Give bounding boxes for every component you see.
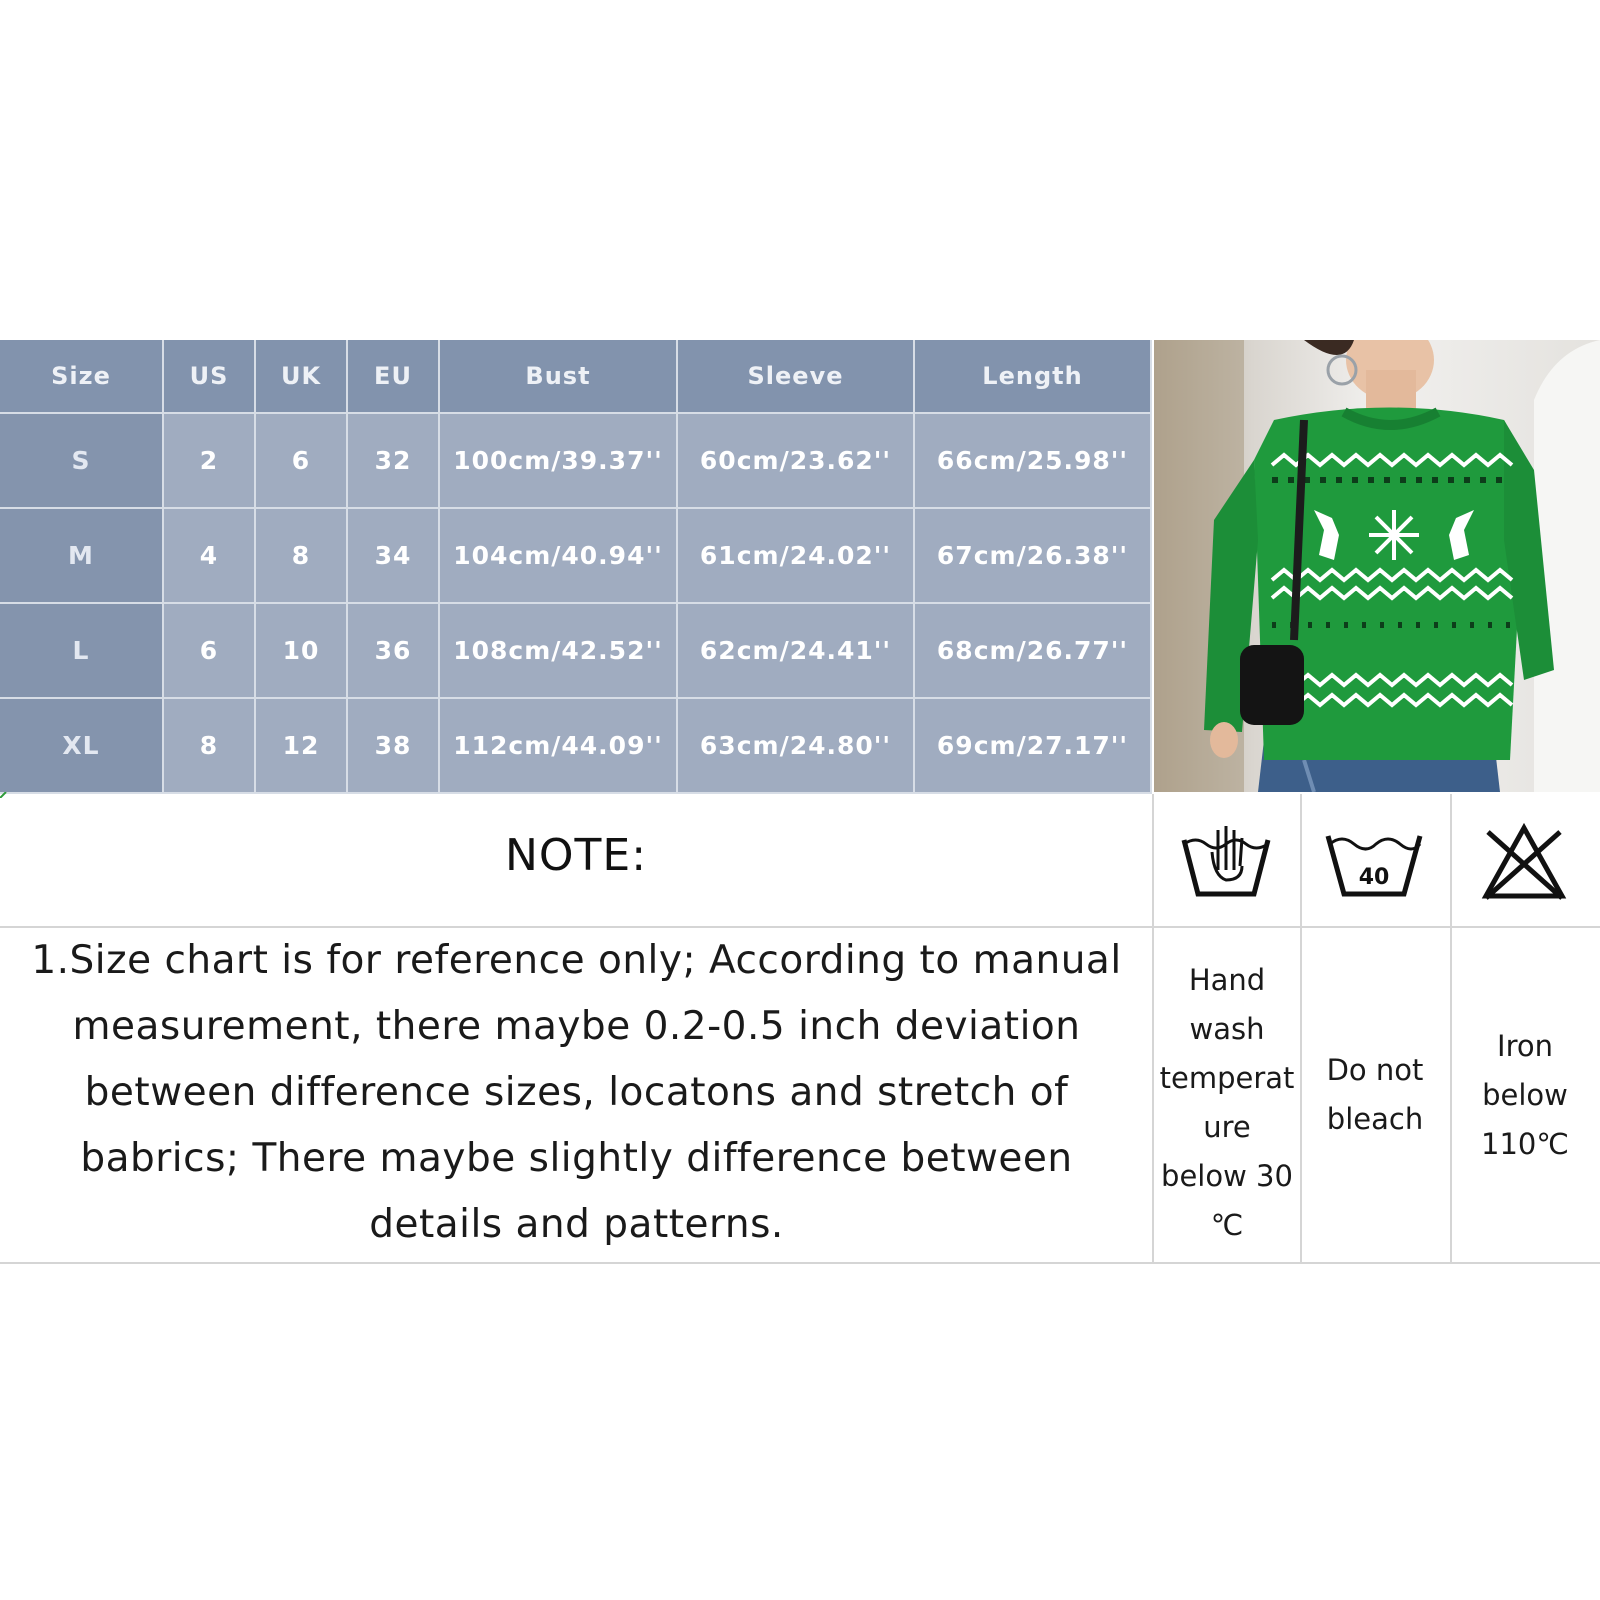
corner-mark-icon xyxy=(0,792,8,798)
table-cell: 62cm/24.41'' xyxy=(678,604,915,699)
row-size-xl: XL xyxy=(0,699,164,794)
row-size-l: L xyxy=(0,604,164,699)
row-size-s: S xyxy=(0,414,164,509)
table-cell: 8 xyxy=(164,699,256,794)
table-cell: 4 xyxy=(164,509,256,604)
sweater-model-illustration xyxy=(1154,340,1600,792)
table-cell: 100cm/39.37'' xyxy=(440,414,678,509)
table-cell: 6 xyxy=(164,604,256,699)
note-text: 1.Size chart is for reference only; According to manual measurement, there maybe 0.2-0.5 inch deviation between difference sizes, locatons and stretch of babrics; There maybe slightly difference between details and patterns. xyxy=(31,938,1122,1247)
divider xyxy=(1300,794,1302,1264)
table-cell: 68cm/26.77'' xyxy=(915,604,1152,699)
header-uk: UK xyxy=(256,340,348,414)
table-cell: 66cm/25.98'' xyxy=(915,414,1152,509)
table-cell: 67cm/26.38'' xyxy=(915,509,1152,604)
wash-temp-label: 40 xyxy=(1358,865,1390,890)
wash-40-icon xyxy=(1324,822,1424,902)
table-cell: 8 xyxy=(256,509,348,604)
table-cell: 10 xyxy=(256,604,348,699)
header-size: Size xyxy=(0,340,164,414)
table-cell: 63cm/24.80'' xyxy=(678,699,915,794)
table-cell: 6 xyxy=(256,414,348,509)
row-size-m: M xyxy=(0,509,164,604)
table-cell: 36 xyxy=(348,604,440,699)
product-photo xyxy=(1154,340,1600,792)
header-bust: Bust xyxy=(440,340,678,414)
header-length: Length xyxy=(915,340,1152,414)
do-not-bleach-icon xyxy=(1474,822,1574,902)
table-cell: 108cm/42.52'' xyxy=(440,604,678,699)
table-cell: 104cm/40.94'' xyxy=(440,509,678,604)
header-sleeve: Sleeve xyxy=(678,340,915,414)
care-label-bleach: Do not bleach xyxy=(1326,1053,1424,1136)
care-label-hand-wash: Hand wash temperat ure below 30 ℃ xyxy=(1159,963,1295,1242)
table-cell: 12 xyxy=(256,699,348,794)
table-cell: 2 xyxy=(164,414,256,509)
table-cell: 60cm/23.62'' xyxy=(678,414,915,509)
care-label-iron: Iron below 110℃ xyxy=(1481,1029,1569,1161)
note-title: NOTE: xyxy=(504,830,648,881)
header-eu: EU xyxy=(348,340,440,414)
table-cell: 38 xyxy=(348,699,440,794)
divider xyxy=(0,1262,1600,1264)
table-cell: 61cm/24.02'' xyxy=(678,509,915,604)
table-cell: 112cm/44.09'' xyxy=(440,699,678,794)
hand-wash-icon xyxy=(1176,822,1276,902)
table-cell: 32 xyxy=(348,414,440,509)
header-us: US xyxy=(164,340,256,414)
table-cell: 34 xyxy=(348,509,440,604)
table-cell: 69cm/27.17'' xyxy=(915,699,1152,794)
size-chart-table xyxy=(0,340,1152,794)
